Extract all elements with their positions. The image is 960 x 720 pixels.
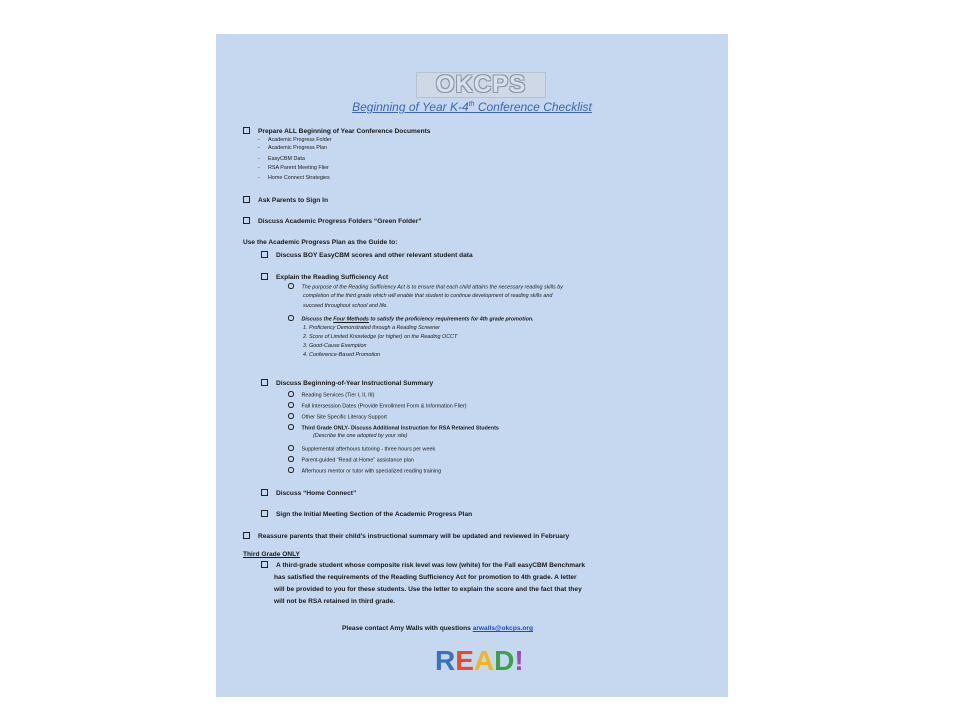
third-grade-line: A third-grade student whose composite risk level was low (white) for the Fall easyCBM Benchmark xyxy=(261,561,585,570)
third-grade-line: will not be RSA retained in third grade. xyxy=(274,598,396,605)
checkbox-icon xyxy=(261,273,268,280)
summary-item: Fall Intersession Dates (Provide Enrollment Form & Information Flier) xyxy=(288,402,467,411)
checklist-item-prepare: Prepare ALL Beginning of Year Conference Documents xyxy=(243,127,430,136)
rsa-method-item: 2. Score of Limited Knowledge (or higher) on the Reading OCCT xyxy=(303,334,458,340)
checkbox-icon xyxy=(243,196,250,203)
summary-item: Afterhours mentor or tutor with specialized reading training xyxy=(288,467,441,476)
circle-bullet-icon xyxy=(288,402,294,408)
rsa-methods-line: Discuss the Four Methods to satisfy the proficiency requirements for 4th grade promotion. xyxy=(288,315,534,324)
summary-note: (Describe the one adopted by your site) xyxy=(313,433,408,439)
circle-bullet-icon xyxy=(288,445,294,451)
rsa-purpose-line: completion of the third grade which will enable that student to continue development of reading skills and xyxy=(303,293,553,299)
rsa-purpose-line: succeed throughout school and life. xyxy=(303,303,388,309)
circle-bullet-icon xyxy=(288,315,294,321)
list-item: - RSA Parent Meeting Flier xyxy=(258,165,329,171)
checkbox-icon xyxy=(243,532,250,539)
page-title: Beginning of Year K-4th Conference Checklist xyxy=(352,100,592,114)
checklist-item-reassure: Reassure parents that their child’s instructional summary will be updated and reviewed in February xyxy=(243,532,569,541)
checklist-item-green-folder: Discuss Academic Progress Folders “Green Folder” xyxy=(243,217,422,226)
read-letter: R xyxy=(435,645,456,676)
summary-item: Other Site Specific Literacy Support xyxy=(288,413,387,422)
read-letter: A xyxy=(473,645,495,676)
read-letter: ! xyxy=(514,645,524,676)
third-grade-line: has satisfied the requirements of the Reading Sufficiency Act for promotion to 4th grade. A letter xyxy=(274,574,577,581)
summary-item: Reading Services (Tier I, II, III) xyxy=(288,391,374,400)
checklist-item-sign-in: Ask Parents to Sign In xyxy=(243,196,328,205)
list-item: - Academic Progress Plan xyxy=(258,145,328,151)
rsa-method-item: 4. Conference-Based Promotion xyxy=(303,352,381,358)
checkbox-icon xyxy=(243,127,250,134)
circle-bullet-icon xyxy=(288,413,294,419)
checklist-item-sign-initial: Sign the Initial Meeting Section of the Academic Progress Plan xyxy=(261,510,472,519)
rsa-method-item: 1. Proficiency Demonstrated through a Reading Screener xyxy=(303,325,440,331)
checkbox-icon xyxy=(261,561,268,568)
circle-bullet-icon xyxy=(288,467,294,473)
checklist-document xyxy=(216,34,728,697)
rsa-purpose-line: The purpose of the Reading Sufficiency Act is to ensure that each child attains the necessary reading skills by xyxy=(288,283,563,292)
list-item: - Academic Progress Folder xyxy=(258,137,332,143)
checklist-item-rsa: Explain the Reading Sufficiency Act xyxy=(261,273,388,282)
contact-line: Please contact Amy Walls with questions arwalls@okcps.org xyxy=(342,625,533,632)
checkbox-icon xyxy=(261,489,268,496)
summary-item: Parent-guided “Read at Home” assistance plan xyxy=(288,456,414,465)
checklist-item-summary: Discuss Beginning-of-Year Instructional Summary xyxy=(261,379,433,388)
circle-bullet-icon xyxy=(288,283,294,289)
circle-bullet-icon xyxy=(288,424,294,430)
rsa-method-item: 3. Good-Cause Exemption xyxy=(303,343,367,349)
okcps-logo: OKCPS xyxy=(416,72,546,98)
third-grade-heading: Third Grade ONLY xyxy=(243,551,300,558)
checkbox-icon xyxy=(243,217,250,224)
circle-bullet-icon xyxy=(288,391,294,397)
checklist-item-boy: Discuss BOY EasyCBM scores and other relevant student data xyxy=(261,251,473,260)
checklist-item-home-connect: Discuss “Home Connect” xyxy=(261,489,356,498)
read-letter: E xyxy=(455,645,474,676)
checkbox-icon xyxy=(261,251,268,258)
contact-email-link[interactable]: arwalls@okcps.org xyxy=(472,625,533,632)
checkbox-icon xyxy=(261,510,268,517)
third-grade-line: will be provided to you for these students. Use the letter to explain the score and the fact that they xyxy=(274,586,582,593)
list-item: - Home Connect Strategies xyxy=(258,175,330,181)
checkbox-icon xyxy=(261,379,268,386)
list-item: - EasyCBM Data xyxy=(258,156,305,162)
summary-item: Third Grade ONLY- Discuss Additional Instruction for RSA Retained Students xyxy=(288,424,499,433)
read-logo xyxy=(435,646,524,676)
summary-item: Supplemental afterhours tutoring - three hours per week xyxy=(288,445,435,454)
read-letter: D xyxy=(494,645,515,676)
circle-bullet-icon xyxy=(288,456,294,462)
section-heading-guide: Use the Academic Progress Plan as the Guide to: xyxy=(243,239,398,246)
